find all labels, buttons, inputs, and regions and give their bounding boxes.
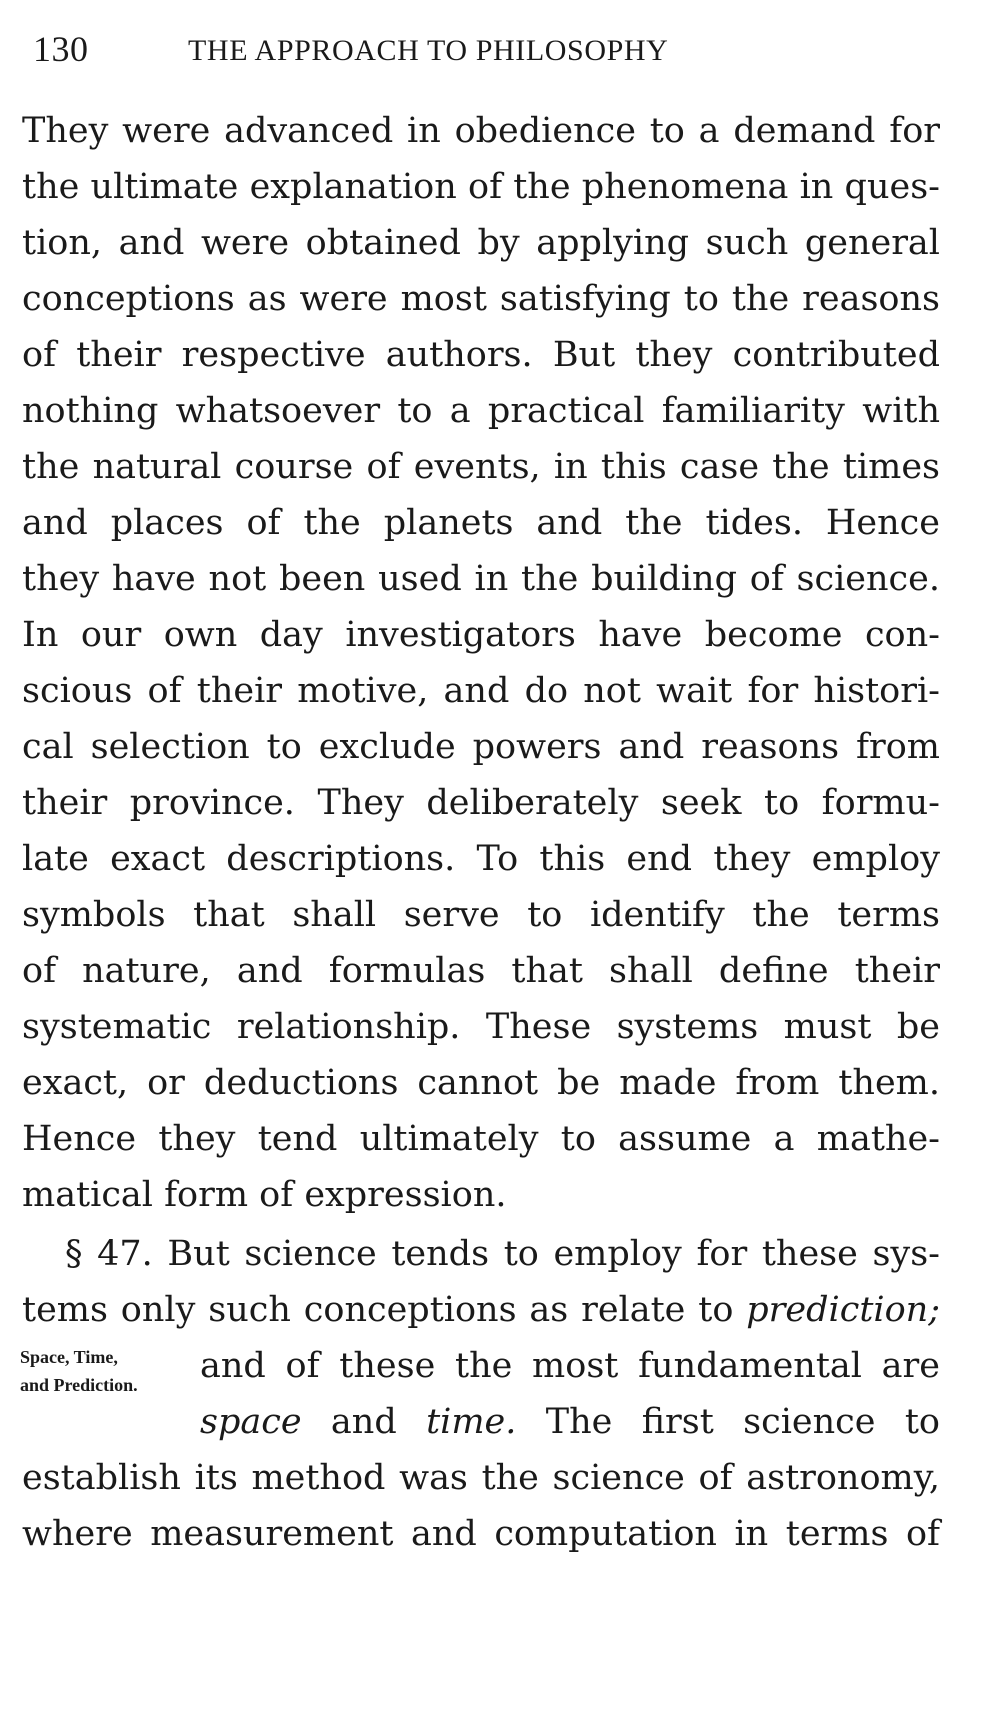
text-line: the ultimate explanation of the phenomena in ques-: [22, 167, 940, 207]
text-line: symbols that shall serve to identify the terms: [22, 895, 940, 935]
text-line: tion, and were obtained by applying such general: [22, 223, 940, 263]
text-run: tems only such conceptions as relate to: [22, 1290, 747, 1330]
text-run: The first science to: [516, 1402, 940, 1442]
sidenote-line: Space, Time,: [20, 1347, 118, 1367]
text-line: They were advanced in obedience to a demand for: [22, 111, 940, 151]
italic-term-time: time.: [426, 1402, 517, 1442]
text-line: [22, 1282, 940, 1338]
sidenote-line: and Prediction.: [20, 1375, 138, 1395]
text-line: In our own day investigators have become con-: [22, 615, 940, 655]
text-line: exact, or deductions cannot be made from them.: [22, 1063, 940, 1103]
italic-term-prediction: prediction;: [746, 1290, 940, 1330]
text-run: and: [301, 1402, 427, 1442]
text-line: nothing whatsoever to a practical familiarity with: [22, 391, 940, 431]
text-line: they have not been used in the building of science.: [22, 559, 940, 599]
text-line: scious of their motive, and do not wait for histori-: [22, 671, 940, 711]
text-line: late exact descriptions. To this end they employ: [22, 839, 940, 879]
text-line: establish its method was the science of astronomy,: [22, 1458, 940, 1498]
text-line: conceptions as were most satisfying to the reasons: [22, 279, 940, 319]
text-line: of their respective authors. But they contributed: [22, 335, 940, 375]
text-line: Hence they tend ultimately to assume a mathe-: [22, 1119, 940, 1159]
text-line: and places of the planets and the tides. Hence: [22, 503, 940, 543]
book-title: THE APPROACH TO PHILOSOPHY: [188, 34, 669, 67]
text-line: and of these the most fundamental are: [200, 1346, 940, 1386]
section-heading-line: § 47. But science tends to employ for these sys-: [65, 1234, 940, 1274]
text-line: their province. They deliberately seek to formu-: [22, 783, 940, 823]
text-line: systematic relationship. These systems must be: [22, 1007, 940, 1047]
text-line: matical form of expression.: [22, 1175, 507, 1215]
text-line: where measurement and computation in terms of: [22, 1514, 940, 1554]
text-line: cal selection to exclude powers and reasons from: [22, 727, 940, 767]
running-head: [33, 28, 963, 78]
text-line: [200, 1394, 940, 1450]
page-number: 130: [33, 29, 89, 69]
text-line: the natural course of events, in this case the times: [22, 447, 940, 487]
italic-term-space: space: [200, 1402, 302, 1442]
text-line: of nature, and formulas that shall define their: [22, 951, 940, 991]
